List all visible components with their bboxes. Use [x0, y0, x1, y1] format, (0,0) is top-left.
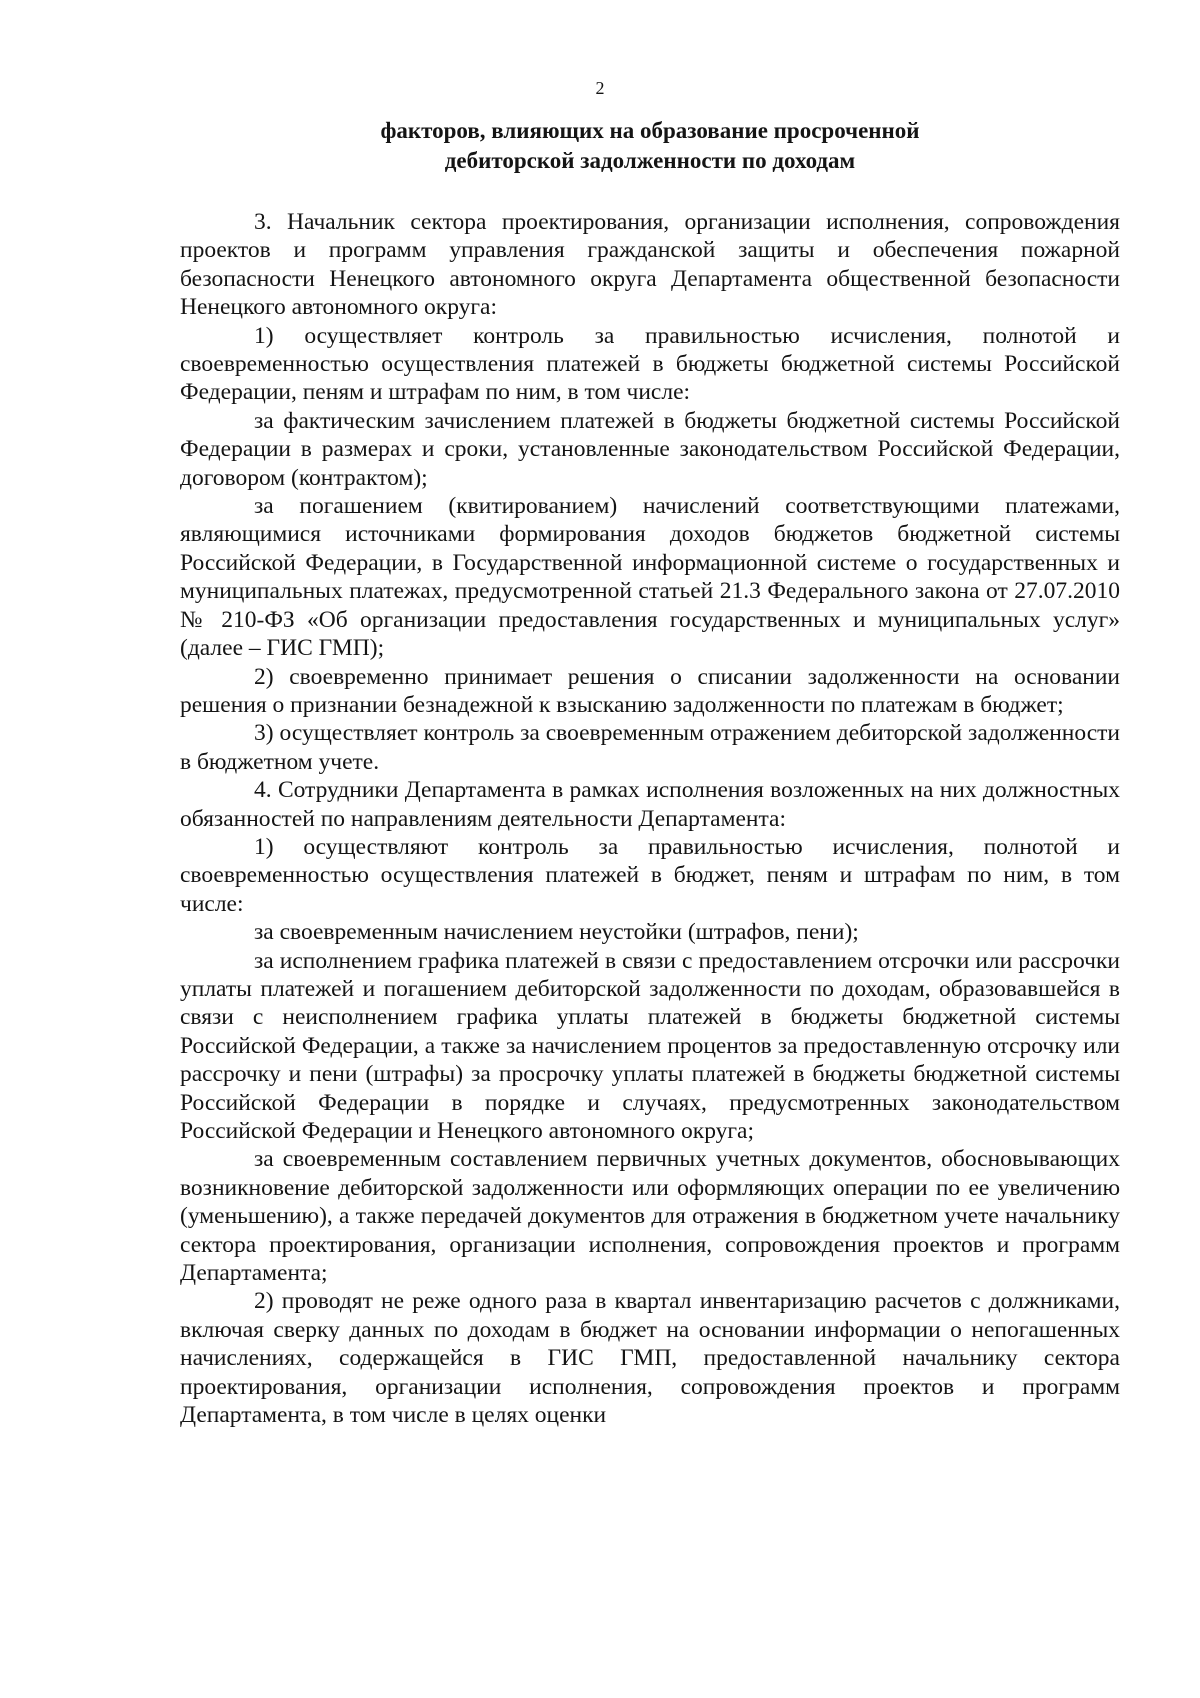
section-heading: [180, 116, 1120, 175]
paragraph: 2) проводят не реже одного раза в квартал инвентаризацию расчетов с должниками, включая сверку данных по доходам в бюджет на основании информации о непогашенных начислениях, содержащейся в ГИС ГМП, предоставленной начальнику сектора проектирования, организации исполнения, сопровождения проектов и программ Департамента, в том числе в целях оценки: [180, 1288, 1120, 1429]
page-number: 2: [595, 78, 605, 98]
paragraph: за погашением (квитированием) начислений соответствующими платежами, являющимися источниками формирования доходов бюджетов бюджетной системы Российской Федерации, в Государственной информационной системе о государственных и муниципальных платежах, предусмотренной статьей 21.3 Федерального закона от 27.07.2010 № 210-ФЗ «Об организации предоставления государственных и муниципальных услуг» (далее – ГИС ГМП);: [180, 493, 1120, 662]
paragraph: за своевременным начислением неустойки (штрафов, пени);: [254, 919, 859, 946]
paragraph: за фактическим зачислением платежей в бюджеты бюджетной системы Российской Федерации в размерах и сроки, установленные законодательством Российской Федерации, договором (контрактом);: [180, 407, 1120, 491]
paragraph: 2) своевременно принимает решения о списании задолженности на основании решения о признании безнадежной к взысканию задолженности по платежам в бюджет;: [180, 663, 1120, 718]
paragraph: 4. Сотрудники Департамента в рамках исполнения возложенных на них должностных обязанностей по направлениям деятельности Департамента:: [180, 777, 1120, 832]
paragraph: 3. Начальник сектора проектирования, организации исполнения, сопровождения проектов и программ управления гражданской защиты и обеспечения пожарной безопасности Ненецкого автономного округа Департамента общественной безопасности Ненецкого автономного округа:: [180, 209, 1120, 321]
paragraph: за исполнением графика платежей в связи с предоставлением отсрочки или рассрочки уплаты платежей и погашением дебиторской задолженности по доходам, образовавшейся в связи с неисполнением графика уплаты платежей в бюджеты бюджетной системы Российской Федерации, а также за начислением процентов за предоставленную отсрочку или рассрочку и пени (штрафы) за просрочку уплаты платежей в бюджеты бюджетной системы Российской Федерации в порядке и случаях, предусмотренных законодательством Российской Федерации и Ненецкого автономного округа;: [180, 947, 1120, 1144]
paragraph: 1) осуществляет контроль за правильностью исчисления, полнотой и своевременностью осуществления платежей в бюджеты бюджетной системы Российской Федерации, пеням и штрафам по ним, в том числе:: [180, 322, 1120, 406]
heading-line-2: дебиторской задолженности по доходам: [444, 147, 856, 173]
heading-line-1: факторов, влияющих на образование просроченной: [380, 118, 920, 143]
document-body: [180, 208, 1120, 1429]
paragraph: за своевременным составлением первичных учетных документов, обосновывающих возникновение дебиторской задолженности или оформляющих операции по ее увеличению (уменьшению), а также передачей документов для отражения в бюджетном учете начальнику сектора проектирования, организации исполнения, сопровождения проектов и программ Департамента;: [180, 1146, 1120, 1287]
paragraph: 3) осуществляет контроль за своевременным отражением дебиторской задолженности в бюджетном учете.: [180, 720, 1120, 775]
paragraph: 1) осуществляют контроль за правильностью исчисления, полнотой и своевременностью осуществления платежей в бюджет, пеням и штрафам по ним, в том числе:: [180, 833, 1120, 917]
